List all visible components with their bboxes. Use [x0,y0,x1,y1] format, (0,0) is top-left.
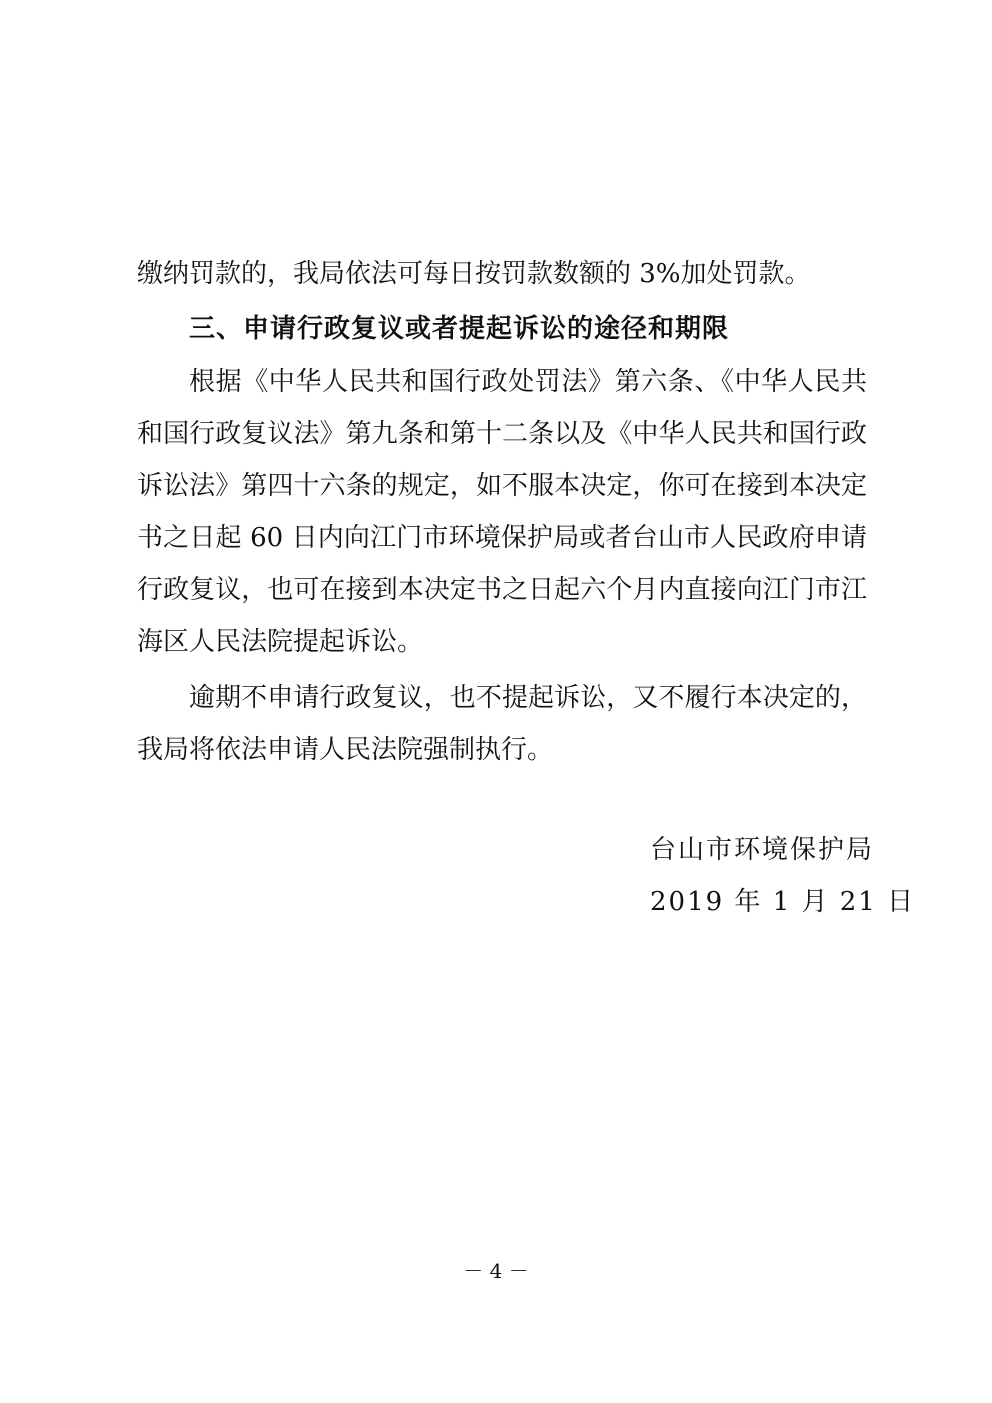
section-heading: 三、申请行政复议或者提起诉讼的途径和期限 [189,314,730,344]
page-number: － 4 － [463,1259,529,1283]
basis-line-6: 海区人民法院提起诉讼。 [137,627,424,657]
continuation-line-1: 缴纳罚款的，我局依法可每日按罚款数额的 3%加处罚款。 [137,259,811,289]
enforcement-line-2: 我局将依法申请人民法院强制执行。 [137,735,554,765]
basis-line-4: 书之日起 60 日内向江门市环境保护局或者台山市人民政府申请 [137,523,867,553]
signature-date: 2019 年 1 月 21 日 [650,887,916,917]
basis-line-5: 行政复议，也可在接到本决定书之日起六个月内直接向江门市江 [137,575,867,605]
basis-line-3: 诉讼法》第四十六条的规定，如不服本决定，你可在接到本决定 [137,471,867,501]
basis-line-1: 根据《中华人民共和国行政处罚法》第六条、《中华人民共 [189,367,867,397]
basis-line-2: 和国行政复议法》第九条和第十二条以及《中华人民共和国行政 [137,419,867,449]
signature-organization: 台山市环境保护局 [650,835,875,865]
enforcement-line-1: 逾期不申请行政复议，也不提起诉讼，又不履行本决定的， [189,683,867,713]
